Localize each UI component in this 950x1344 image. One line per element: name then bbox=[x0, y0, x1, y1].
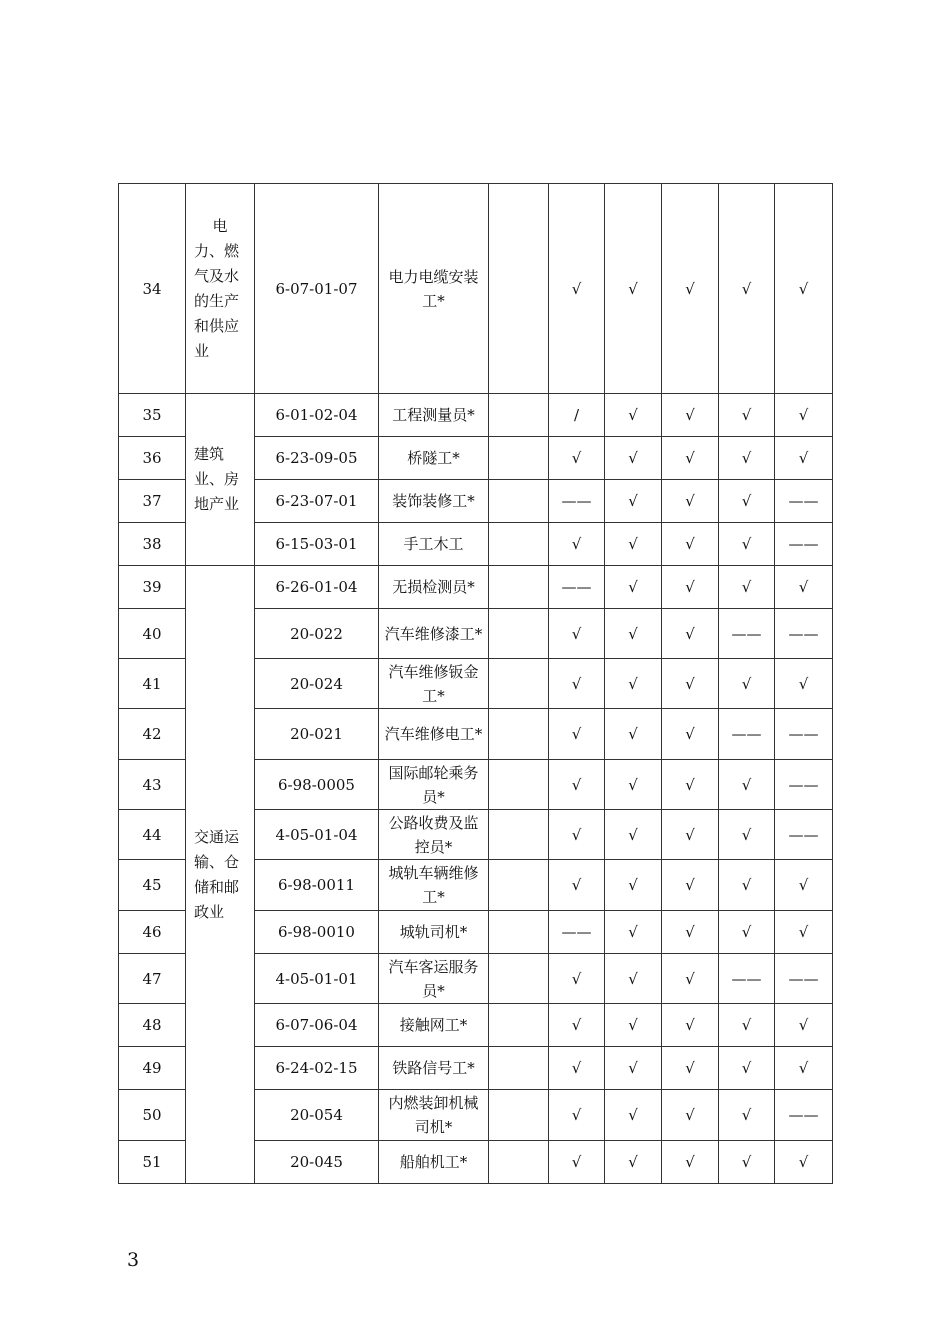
blank-cell bbox=[489, 566, 549, 609]
occupation-code: 6-98-0011 bbox=[255, 860, 379, 911]
blank-cell bbox=[489, 480, 549, 523]
level-mark: √ bbox=[549, 523, 605, 566]
row-number: 41 bbox=[119, 659, 186, 709]
level-mark: √ bbox=[775, 437, 833, 480]
level-mark: √ bbox=[719, 1047, 775, 1090]
occupation-code: 6-23-09-05 bbox=[255, 437, 379, 480]
row-number: 43 bbox=[119, 760, 186, 810]
level-mark: √ bbox=[549, 659, 605, 709]
blank-cell bbox=[489, 184, 549, 394]
level-mark: √ bbox=[719, 566, 775, 609]
level-mark: —— bbox=[775, 954, 833, 1004]
level-mark: —— bbox=[775, 760, 833, 810]
row-number: 38 bbox=[119, 523, 186, 566]
row-number: 46 bbox=[119, 911, 186, 954]
level-mark: √ bbox=[605, 609, 662, 659]
row-number: 47 bbox=[119, 954, 186, 1004]
level-mark: —— bbox=[549, 911, 605, 954]
level-mark: √ bbox=[719, 911, 775, 954]
occupation-code: 20-045 bbox=[255, 1141, 379, 1184]
level-mark: √ bbox=[549, 810, 605, 860]
level-mark: √ bbox=[719, 810, 775, 860]
occupation-name: 装饰装修工* bbox=[379, 480, 489, 523]
level-mark: —— bbox=[719, 954, 775, 1004]
level-mark: √ bbox=[549, 437, 605, 480]
level-mark: √ bbox=[662, 911, 719, 954]
occupation-code: 20-022 bbox=[255, 609, 379, 659]
row-number: 49 bbox=[119, 1047, 186, 1090]
level-mark: √ bbox=[719, 523, 775, 566]
level-mark: √ bbox=[549, 954, 605, 1004]
level-mark: —— bbox=[549, 480, 605, 523]
occupation-code: 6-98-0010 bbox=[255, 911, 379, 954]
level-mark: √ bbox=[719, 184, 775, 394]
blank-cell bbox=[489, 437, 549, 480]
table-row bbox=[119, 184, 833, 394]
level-mark: √ bbox=[662, 184, 719, 394]
occupation-name: 城轨司机* bbox=[379, 911, 489, 954]
occupation-name: 汽车客运服务员* bbox=[379, 954, 489, 1004]
level-mark: √ bbox=[719, 1141, 775, 1184]
occupation-name: 城轨车辆维修工* bbox=[379, 860, 489, 911]
blank-cell bbox=[489, 1004, 549, 1047]
occupation-code: 6-07-06-04 bbox=[255, 1004, 379, 1047]
occupation-name: 接触网工* bbox=[379, 1004, 489, 1047]
level-mark: √ bbox=[662, 659, 719, 709]
industry-cell: 电 力、燃气及水的生产和供应业 bbox=[186, 184, 255, 394]
occupation-name: 铁路信号工* bbox=[379, 1047, 489, 1090]
level-mark: √ bbox=[719, 1090, 775, 1141]
occupation-name: 公路收费及监控员* bbox=[379, 810, 489, 860]
row-number: 36 bbox=[119, 437, 186, 480]
level-mark: √ bbox=[775, 566, 833, 609]
level-mark: √ bbox=[605, 760, 662, 810]
level-mark: √ bbox=[662, 566, 719, 609]
occupation-name: 汽车维修电工* bbox=[379, 709, 489, 760]
industry-cell: 交通运输、仓储和邮政业 bbox=[186, 566, 255, 1184]
row-number: 42 bbox=[119, 709, 186, 760]
blank-cell bbox=[489, 659, 549, 709]
level-mark: √ bbox=[605, 1047, 662, 1090]
level-mark: √ bbox=[662, 810, 719, 860]
occupation-code: 6-01-02-04 bbox=[255, 394, 379, 437]
occupation-code: 4-05-01-04 bbox=[255, 810, 379, 860]
level-mark: —— bbox=[719, 709, 775, 760]
level-mark: √ bbox=[719, 659, 775, 709]
blank-cell bbox=[489, 954, 549, 1004]
page-number: 3 bbox=[127, 1249, 140, 1271]
level-mark: √ bbox=[662, 523, 719, 566]
occupation-code: 6-98-0005 bbox=[255, 760, 379, 810]
level-mark: —— bbox=[775, 609, 833, 659]
level-mark: √ bbox=[549, 709, 605, 760]
level-mark: √ bbox=[605, 523, 662, 566]
occupation-name: 内燃装卸机械司机* bbox=[379, 1090, 489, 1141]
occupation-code: 6-15-03-01 bbox=[255, 523, 379, 566]
occupation-code: 20-021 bbox=[255, 709, 379, 760]
row-number: 34 bbox=[119, 184, 186, 394]
row-number: 40 bbox=[119, 609, 186, 659]
level-mark: √ bbox=[775, 184, 833, 394]
level-mark: √ bbox=[549, 609, 605, 659]
level-mark: √ bbox=[662, 609, 719, 659]
occupation-name: 无损检测员* bbox=[379, 566, 489, 609]
level-mark: √ bbox=[605, 1141, 662, 1184]
level-mark: √ bbox=[549, 1047, 605, 1090]
level-mark: √ bbox=[719, 480, 775, 523]
level-mark: √ bbox=[605, 1090, 662, 1141]
level-mark: —— bbox=[775, 1090, 833, 1141]
row-number: 48 bbox=[119, 1004, 186, 1047]
table-row bbox=[119, 566, 833, 609]
level-mark: √ bbox=[605, 437, 662, 480]
level-mark: √ bbox=[605, 659, 662, 709]
level-mark: √ bbox=[549, 860, 605, 911]
level-mark: √ bbox=[605, 566, 662, 609]
level-mark: —— bbox=[775, 523, 833, 566]
level-mark: √ bbox=[605, 954, 662, 1004]
level-mark: √ bbox=[775, 1047, 833, 1090]
occupation-code: 6-24-02-15 bbox=[255, 1047, 379, 1090]
level-mark: —— bbox=[775, 480, 833, 523]
occupation-code: 20-054 bbox=[255, 1090, 379, 1141]
level-mark: —— bbox=[719, 609, 775, 659]
row-number: 44 bbox=[119, 810, 186, 860]
level-mark: —— bbox=[775, 709, 833, 760]
level-mark: √ bbox=[549, 1141, 605, 1184]
occupation-name: 电力电缆安装工* bbox=[379, 184, 489, 394]
blank-cell bbox=[489, 1141, 549, 1184]
level-mark: √ bbox=[605, 1004, 662, 1047]
level-mark: √ bbox=[775, 1004, 833, 1047]
occupation-name: 手工木工 bbox=[379, 523, 489, 566]
level-mark: √ bbox=[549, 1004, 605, 1047]
blank-cell bbox=[489, 1047, 549, 1090]
level-mark: √ bbox=[719, 1004, 775, 1047]
level-mark: √ bbox=[775, 1141, 833, 1184]
level-mark: √ bbox=[662, 709, 719, 760]
occupation-name: 船舶机工* bbox=[379, 1141, 489, 1184]
level-mark: √ bbox=[549, 760, 605, 810]
occupation-name: 工程测量员* bbox=[379, 394, 489, 437]
row-number: 50 bbox=[119, 1090, 186, 1141]
level-mark: √ bbox=[662, 760, 719, 810]
row-number: 39 bbox=[119, 566, 186, 609]
occupation-code: 6-23-07-01 bbox=[255, 480, 379, 523]
level-mark: √ bbox=[775, 860, 833, 911]
level-mark: √ bbox=[662, 1141, 719, 1184]
level-mark: √ bbox=[605, 911, 662, 954]
blank-cell bbox=[489, 810, 549, 860]
level-mark: √ bbox=[775, 911, 833, 954]
level-mark: —— bbox=[549, 566, 605, 609]
level-mark: √ bbox=[662, 480, 719, 523]
level-mark: √ bbox=[719, 760, 775, 810]
row-number: 37 bbox=[119, 480, 186, 523]
occupation-code: 6-26-01-04 bbox=[255, 566, 379, 609]
level-mark: √ bbox=[605, 394, 662, 437]
occupation-name: 汽车维修钣金工* bbox=[379, 659, 489, 709]
row-number: 45 bbox=[119, 860, 186, 911]
row-number: 51 bbox=[119, 1141, 186, 1184]
blank-cell bbox=[489, 1090, 549, 1141]
blank-cell bbox=[489, 609, 549, 659]
industry-cell: 建筑业、房地产业 bbox=[186, 394, 255, 566]
occupation-name: 汽车维修漆工* bbox=[379, 609, 489, 659]
level-mark: √ bbox=[605, 860, 662, 911]
level-mark: √ bbox=[775, 394, 833, 437]
occupation-name: 国际邮轮乘务员* bbox=[379, 760, 489, 810]
blank-cell bbox=[489, 860, 549, 911]
level-mark: √ bbox=[662, 437, 719, 480]
level-mark: √ bbox=[719, 437, 775, 480]
level-mark: —— bbox=[775, 810, 833, 860]
level-mark: √ bbox=[662, 860, 719, 911]
level-mark: √ bbox=[605, 184, 662, 394]
level-mark: √ bbox=[719, 860, 775, 911]
blank-cell bbox=[489, 760, 549, 810]
occupation-table bbox=[118, 183, 833, 1184]
level-mark: √ bbox=[719, 394, 775, 437]
level-mark: √ bbox=[605, 480, 662, 523]
blank-cell bbox=[489, 523, 549, 566]
level-mark: √ bbox=[549, 184, 605, 394]
level-mark: √ bbox=[662, 1090, 719, 1141]
level-mark: √ bbox=[662, 954, 719, 1004]
level-mark: √ bbox=[662, 394, 719, 437]
row-number: 35 bbox=[119, 394, 186, 437]
level-mark: / bbox=[549, 394, 605, 437]
occupation-name: 桥隧工* bbox=[379, 437, 489, 480]
blank-cell bbox=[489, 394, 549, 437]
occupation-code: 20-024 bbox=[255, 659, 379, 709]
blank-cell bbox=[489, 709, 549, 760]
level-mark: √ bbox=[662, 1047, 719, 1090]
table-row bbox=[119, 394, 833, 437]
level-mark: √ bbox=[549, 1090, 605, 1141]
level-mark: √ bbox=[605, 810, 662, 860]
level-mark: √ bbox=[662, 1004, 719, 1047]
level-mark: √ bbox=[775, 659, 833, 709]
occupation-code: 4-05-01-01 bbox=[255, 954, 379, 1004]
occupation-code: 6-07-01-07 bbox=[255, 184, 379, 394]
level-mark: √ bbox=[605, 709, 662, 760]
blank-cell bbox=[489, 911, 549, 954]
